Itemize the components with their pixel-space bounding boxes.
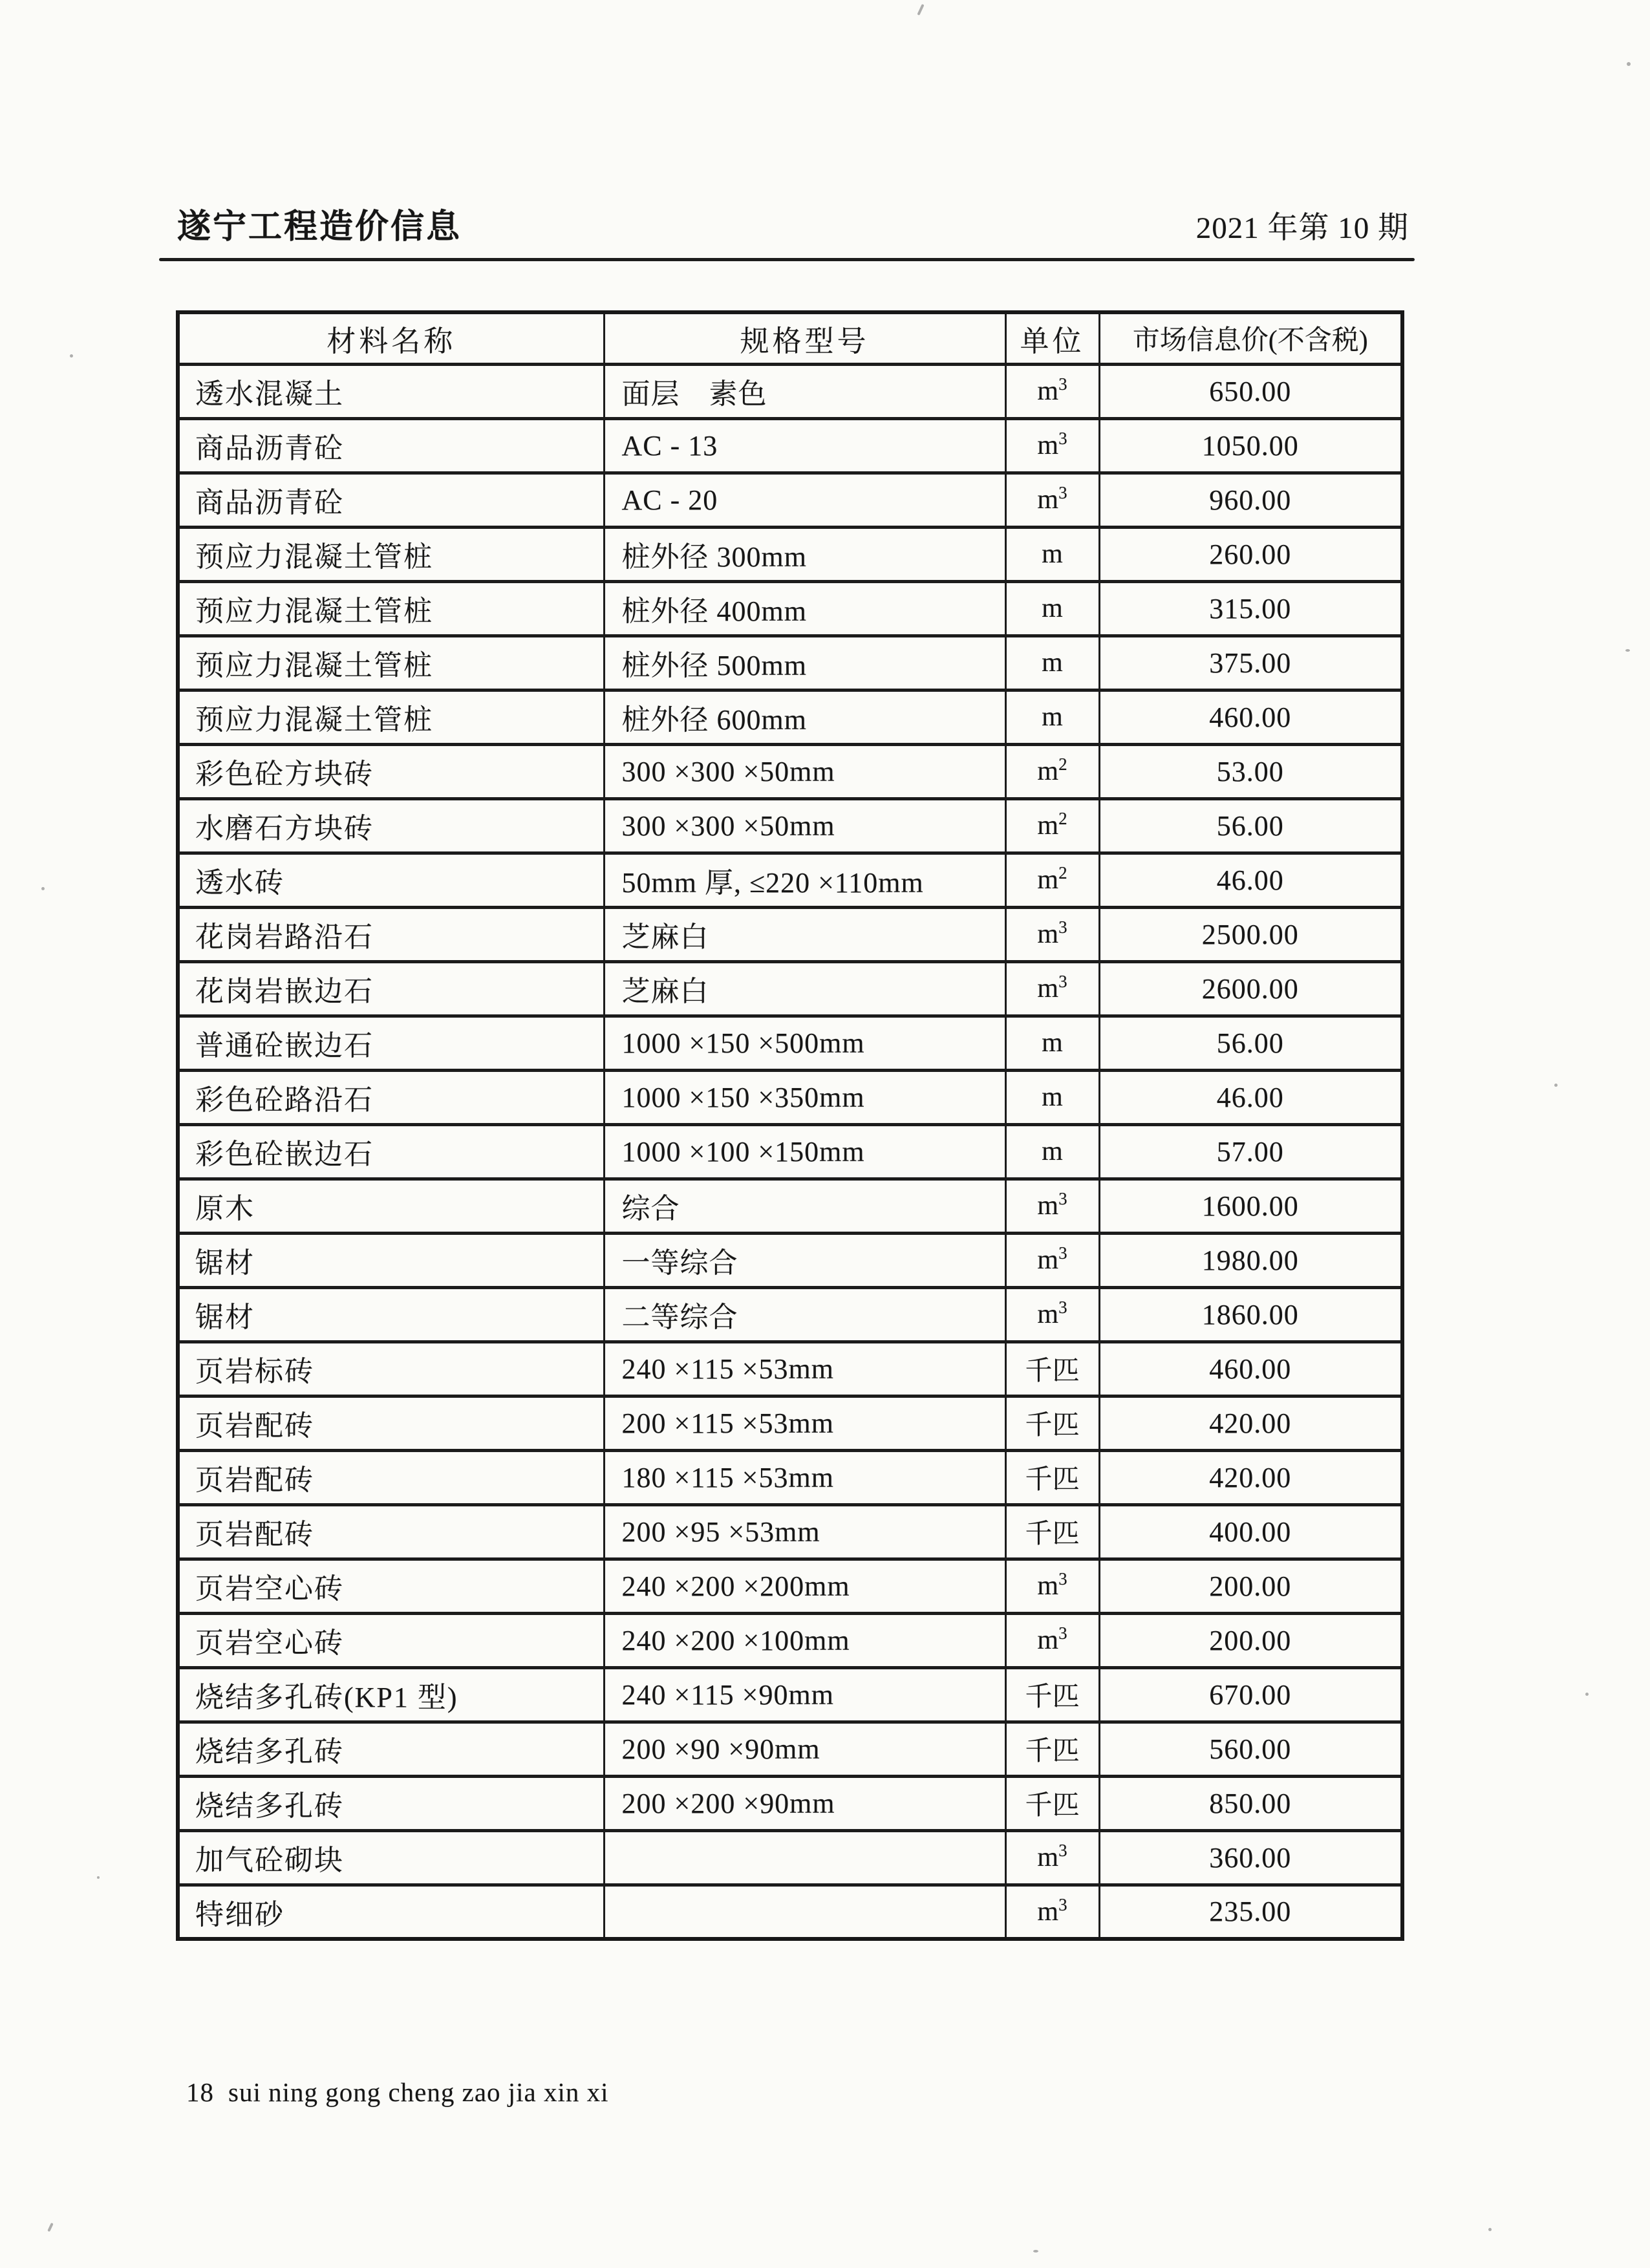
table-body xyxy=(178,364,1402,1939)
unit-superscript: 3 xyxy=(1058,1569,1067,1589)
price-cell: 460.00 xyxy=(1099,690,1402,744)
material-name-cell: 花岗岩嵌边石 xyxy=(178,961,604,1016)
table-row xyxy=(178,907,1402,961)
scan-speckle xyxy=(1585,1693,1589,1696)
price-cell: 460.00 xyxy=(1099,1342,1402,1396)
price-cell: 960.00 xyxy=(1099,473,1402,527)
material-name-cell: 加气砼砌块 xyxy=(178,1830,604,1885)
price-cell: 400.00 xyxy=(1099,1504,1402,1559)
material-name-cell: 原木 xyxy=(178,1179,604,1233)
material-name-cell: 预应力混凝土管桩 xyxy=(178,581,604,636)
unit-superscript: 3 xyxy=(1058,1189,1067,1208)
table-row xyxy=(178,1722,1402,1776)
price-cell: 46.00 xyxy=(1099,853,1402,907)
unit-superscript: 2 xyxy=(1058,809,1067,828)
material-name-cell: 页岩配砖 xyxy=(178,1396,604,1450)
unit-base: m xyxy=(1042,702,1063,732)
spec-cell: 桩外径 600mm xyxy=(604,690,1005,744)
unit-base: m xyxy=(1037,1625,1059,1655)
material-name-cell: 透水砖 xyxy=(178,853,604,907)
unit-base: 千匹 xyxy=(1025,1737,1080,1766)
price-cell: 235.00 xyxy=(1099,1885,1402,1939)
unit-cell xyxy=(1005,1233,1099,1287)
unit-cell xyxy=(1005,1450,1099,1504)
unit-base: m xyxy=(1037,376,1059,406)
table-row xyxy=(178,1613,1402,1667)
unit-base: 千匹 xyxy=(1025,1682,1080,1712)
spec-cell: 一等综合 xyxy=(604,1233,1005,1287)
unit-superscript: 3 xyxy=(1058,972,1067,991)
price-cell: 2600.00 xyxy=(1099,961,1402,1016)
unit-cell xyxy=(1005,1070,1099,1124)
unit-base: m xyxy=(1037,431,1059,460)
journal-title: 遂宁工程造价信息 xyxy=(177,209,462,246)
material-name-cell: 透水混凝土 xyxy=(178,364,604,418)
table-row xyxy=(178,418,1402,473)
table-row xyxy=(178,581,1402,636)
unit-cell xyxy=(1005,1722,1099,1776)
scan-speckle xyxy=(1033,2250,1038,2252)
material-name-cell: 锯材 xyxy=(178,1287,604,1342)
spec-cell: 综合 xyxy=(604,1179,1005,1233)
material-name-cell: 普通砼嵌边石 xyxy=(178,1016,604,1070)
unit-cell xyxy=(1005,1559,1099,1613)
page-header xyxy=(177,199,1409,248)
spec-cell xyxy=(604,1885,1005,1939)
price-cell: 850.00 xyxy=(1099,1776,1402,1830)
issue-label: 2021 年第 10 期 xyxy=(1195,211,1409,245)
page-number: 18 xyxy=(186,2077,214,2107)
unit-superscript: 3 xyxy=(1058,1894,1067,1914)
unit-cell xyxy=(1005,853,1099,907)
unit-cell xyxy=(1005,1179,1099,1233)
scan-speckle xyxy=(70,354,73,358)
unit-superscript: 3 xyxy=(1058,1298,1067,1317)
spec-cell: 1000 ×150 ×350mm xyxy=(604,1070,1005,1124)
table-row xyxy=(178,1233,1402,1287)
table-row xyxy=(178,1070,1402,1124)
unit-base: m xyxy=(1037,485,1059,515)
unit-cell xyxy=(1005,798,1099,853)
unit-base: m xyxy=(1037,811,1059,840)
table-row xyxy=(178,1396,1402,1450)
unit-superscript: 3 xyxy=(1058,1243,1067,1263)
table-row xyxy=(178,1287,1402,1342)
price-cell: 53.00 xyxy=(1099,744,1402,798)
unit-superscript: 3 xyxy=(1058,917,1067,937)
unit-base: m xyxy=(1037,1191,1059,1221)
unit-cell xyxy=(1005,527,1099,581)
spec-cell: AC - 20 xyxy=(604,473,1005,527)
material-name-cell: 花岗岩路沿石 xyxy=(178,907,604,961)
material-name-cell: 水磨石方块砖 xyxy=(178,798,604,853)
unit-base: m xyxy=(1037,1843,1059,1872)
spec-cell: 240 ×115 ×90mm xyxy=(604,1667,1005,1722)
price-cell: 200.00 xyxy=(1099,1613,1402,1667)
unit-base: m xyxy=(1042,1028,1063,1058)
scan-speckle xyxy=(1488,2228,1492,2231)
material-name-cell: 预应力混凝土管桩 xyxy=(178,527,604,581)
price-cell: 375.00 xyxy=(1099,636,1402,690)
price-cell: 56.00 xyxy=(1099,798,1402,853)
unit-superscript: 2 xyxy=(1058,863,1067,883)
unit-base: m xyxy=(1037,865,1059,895)
scan-speckle xyxy=(917,4,924,16)
price-cell: 57.00 xyxy=(1099,1124,1402,1179)
table-row xyxy=(178,744,1402,798)
unit-base: m xyxy=(1042,648,1063,678)
spec-cell: 240 ×115 ×53mm xyxy=(604,1342,1005,1396)
spec-cell: 200 ×90 ×90mm xyxy=(604,1722,1005,1776)
spec-cell: 240 ×200 ×200mm xyxy=(604,1559,1005,1613)
material-name-cell: 特细砂 xyxy=(178,1885,604,1939)
table-row xyxy=(178,1450,1402,1504)
unit-cell xyxy=(1005,1016,1099,1070)
spec-cell: 240 ×200 ×100mm xyxy=(604,1613,1005,1667)
table-row xyxy=(178,364,1402,418)
material-name-cell: 商品沥青砼 xyxy=(178,418,604,473)
price-cell: 56.00 xyxy=(1099,1016,1402,1070)
table-row xyxy=(178,1776,1402,1830)
table-row xyxy=(178,1124,1402,1179)
col-header-price: 市场信息价(不含税) xyxy=(1099,312,1402,364)
unit-superscript: 3 xyxy=(1058,374,1067,394)
unit-cell xyxy=(1005,1667,1099,1722)
material-name-cell: 页岩空心砖 xyxy=(178,1559,604,1613)
unit-cell xyxy=(1005,1613,1099,1667)
spec-cell: 桩外径 300mm xyxy=(604,527,1005,581)
table-row xyxy=(178,527,1402,581)
material-name-cell: 烧结多孔砖(KP1 型) xyxy=(178,1667,604,1722)
spec-cell: 300 ×300 ×50mm xyxy=(604,798,1005,853)
price-cell: 1980.00 xyxy=(1099,1233,1402,1287)
unit-cell xyxy=(1005,1776,1099,1830)
unit-cell xyxy=(1005,690,1099,744)
spec-cell: 桩外径 400mm xyxy=(604,581,1005,636)
material-name-cell: 页岩空心砖 xyxy=(178,1613,604,1667)
price-cell: 1600.00 xyxy=(1099,1179,1402,1233)
price-cell: 1050.00 xyxy=(1099,418,1402,473)
table-row xyxy=(178,1504,1402,1559)
spec-cell: 200 ×200 ×90mm xyxy=(604,1776,1005,1830)
scan-speckle xyxy=(47,2223,54,2232)
material-name-cell: 页岩配砖 xyxy=(178,1450,604,1504)
unit-cell xyxy=(1005,1287,1099,1342)
unit-base: m xyxy=(1037,1896,1059,1927)
unit-base: 千匹 xyxy=(1025,1411,1080,1440)
footer-slug: sui ning gong cheng zao jia xin xi xyxy=(228,2077,609,2107)
price-cell: 2500.00 xyxy=(1099,907,1402,961)
spec-cell: 桩外径 500mm xyxy=(604,636,1005,690)
unit-cell xyxy=(1005,744,1099,798)
scan-speckle xyxy=(1625,649,1630,652)
spec-cell: AC - 13 xyxy=(604,418,1005,473)
table-row xyxy=(178,1885,1402,1939)
spec-cell: 芝麻白 xyxy=(604,961,1005,1016)
price-table xyxy=(176,310,1404,1941)
material-name-cell: 彩色砼方块砖 xyxy=(178,744,604,798)
material-name-cell: 烧结多孔砖 xyxy=(178,1722,604,1776)
table-row xyxy=(178,473,1402,527)
material-name-cell: 预应力混凝土管桩 xyxy=(178,636,604,690)
spec-cell: 二等综合 xyxy=(604,1287,1005,1342)
table-row xyxy=(178,1179,1402,1233)
unit-cell xyxy=(1005,1124,1099,1179)
price-cell: 560.00 xyxy=(1099,1722,1402,1776)
unit-base: m xyxy=(1037,1245,1059,1275)
unit-cell xyxy=(1005,1396,1099,1450)
unit-base: 千匹 xyxy=(1025,1791,1080,1821)
unit-superscript: 3 xyxy=(1058,483,1067,502)
table-row xyxy=(178,1342,1402,1396)
scan-speckle xyxy=(1627,62,1631,66)
material-name-cell: 页岩标砖 xyxy=(178,1342,604,1396)
price-cell: 200.00 xyxy=(1099,1559,1402,1613)
table-header-row xyxy=(178,312,1402,364)
unit-base: m xyxy=(1042,1137,1063,1166)
table-row xyxy=(178,1830,1402,1885)
spec-cell: 180 ×115 ×53mm xyxy=(604,1450,1005,1504)
price-cell: 420.00 xyxy=(1099,1396,1402,1450)
unit-cell xyxy=(1005,1504,1099,1559)
unit-superscript: 3 xyxy=(1058,1623,1067,1643)
col-header-spec: 规格型号 xyxy=(604,312,1005,364)
unit-cell xyxy=(1005,907,1099,961)
page-footer xyxy=(186,2077,609,2108)
material-name-cell: 彩色砼路沿石 xyxy=(178,1070,604,1124)
unit-cell xyxy=(1005,473,1099,527)
price-cell: 650.00 xyxy=(1099,364,1402,418)
unit-superscript: 3 xyxy=(1058,1841,1067,1860)
scan-speckle xyxy=(1554,1084,1558,1087)
col-header-material: 材料名称 xyxy=(178,312,604,364)
table-row xyxy=(178,1016,1402,1070)
material-name-cell: 锯材 xyxy=(178,1233,604,1287)
col-header-unit: 单位 xyxy=(1005,312,1099,364)
table-row xyxy=(178,1559,1402,1613)
spec-cell: 200 ×115 ×53mm xyxy=(604,1396,1005,1450)
spec-cell: 300 ×300 ×50mm xyxy=(604,744,1005,798)
material-name-cell: 烧结多孔砖 xyxy=(178,1776,604,1830)
price-cell: 1860.00 xyxy=(1099,1287,1402,1342)
spec-cell: 50mm 厚, ≤220 ×110mm xyxy=(604,853,1005,907)
material-name-cell: 商品沥青砼 xyxy=(178,473,604,527)
price-cell: 46.00 xyxy=(1099,1070,1402,1124)
price-cell: 670.00 xyxy=(1099,1667,1402,1722)
price-cell: 360.00 xyxy=(1099,1830,1402,1885)
unit-cell xyxy=(1005,1885,1099,1939)
spec-cell: 面层 素色 xyxy=(604,364,1005,418)
unit-cell xyxy=(1005,418,1099,473)
spec-cell: 1000 ×150 ×500mm xyxy=(604,1016,1005,1070)
spec-cell: 200 ×95 ×53mm xyxy=(604,1504,1005,1559)
price-cell: 315.00 xyxy=(1099,581,1402,636)
unit-cell xyxy=(1005,1342,1099,1396)
unit-base: 千匹 xyxy=(1025,1465,1080,1495)
unit-base: m xyxy=(1037,1300,1059,1329)
spec-cell: 芝麻白 xyxy=(604,907,1005,961)
spec-cell xyxy=(604,1830,1005,1885)
unit-base: m xyxy=(1037,1571,1059,1601)
unit-cell xyxy=(1005,961,1099,1016)
unit-base: m xyxy=(1037,919,1059,949)
unit-base: 千匹 xyxy=(1025,1356,1080,1386)
material-name-cell: 彩色砼嵌边石 xyxy=(178,1124,604,1179)
scan-speckle xyxy=(97,1876,100,1879)
material-name-cell: 页岩配砖 xyxy=(178,1504,604,1559)
table-row xyxy=(178,690,1402,744)
table-row xyxy=(178,636,1402,690)
unit-base: m xyxy=(1037,974,1059,1003)
spec-cell: 1000 ×100 ×150mm xyxy=(604,1124,1005,1179)
unit-base: m xyxy=(1037,756,1059,786)
unit-cell xyxy=(1005,364,1099,418)
table-row xyxy=(178,853,1402,907)
table-row xyxy=(178,1667,1402,1722)
scan-speckle xyxy=(41,887,45,890)
unit-cell xyxy=(1005,1830,1099,1885)
unit-base: m xyxy=(1042,539,1063,569)
unit-superscript: 2 xyxy=(1058,754,1067,774)
price-cell: 260.00 xyxy=(1099,527,1402,581)
unit-base: m xyxy=(1042,594,1063,623)
price-cell: 420.00 xyxy=(1099,1450,1402,1504)
table-row xyxy=(178,961,1402,1016)
header-rule xyxy=(159,258,1415,261)
unit-superscript: 3 xyxy=(1058,429,1067,448)
unit-cell xyxy=(1005,636,1099,690)
material-name-cell: 预应力混凝土管桩 xyxy=(178,690,604,744)
table-row xyxy=(178,798,1402,853)
unit-base: m xyxy=(1042,1082,1063,1112)
unit-base: 千匹 xyxy=(1025,1519,1080,1549)
unit-cell xyxy=(1005,581,1099,636)
